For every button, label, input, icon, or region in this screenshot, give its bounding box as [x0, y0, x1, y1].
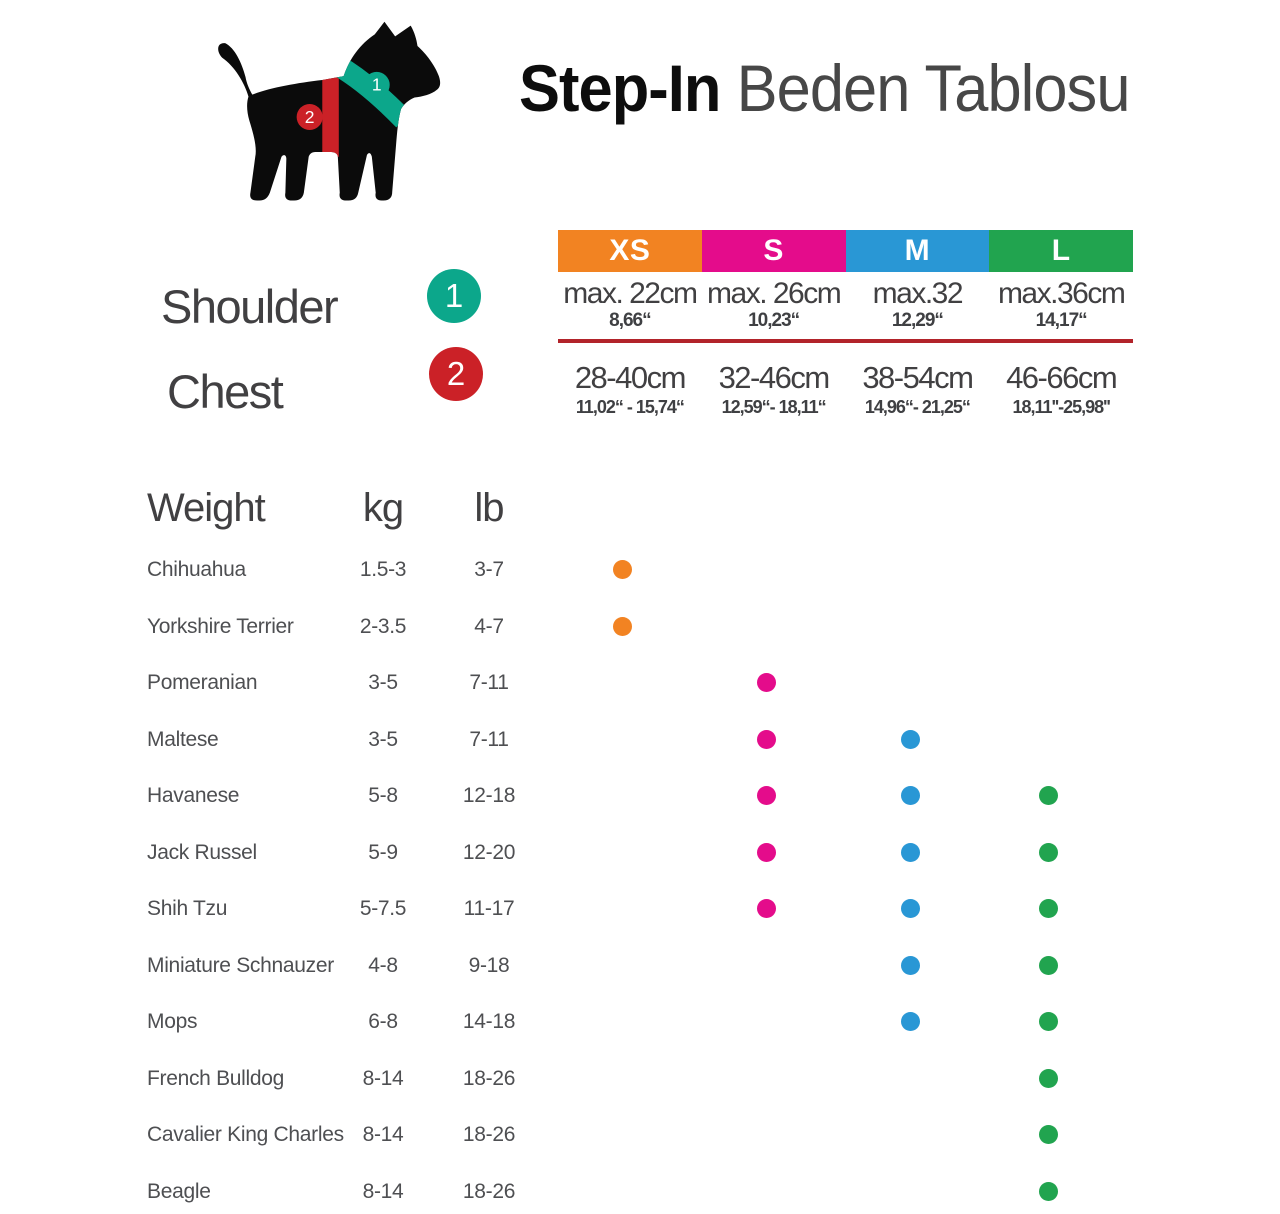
chest-range-in-s: 12,59“- 18,11“: [721, 397, 826, 417]
shoulder-max-cm-s: max. 26cm: [707, 277, 841, 310]
breed-lb: 18-26: [462, 1179, 516, 1203]
size-dot-s: [757, 786, 776, 805]
chest-range-in-m: 14,96“- 21,25“: [864, 397, 970, 417]
size-dot-m: [901, 730, 920, 749]
breed-lb: 14-18: [462, 1010, 516, 1033]
breed-row: [0, 896, 1133, 922]
breed-row: [0, 1066, 1133, 1092]
breed-kg: 4-8: [368, 953, 398, 977]
page-title: [519, 51, 1130, 125]
size-dot-l: [1039, 843, 1058, 862]
breed-name: Mops: [147, 1010, 198, 1033]
size-dot-l: [1039, 1012, 1058, 1031]
breed-name: Cavalier King Charles: [147, 1123, 344, 1146]
breed-lb: 18-26: [462, 1123, 516, 1146]
size-dot-m: [901, 1012, 920, 1031]
breed-lb: 7-11: [469, 727, 509, 751]
chest-range-cm-s: 32-46cm: [718, 360, 829, 395]
breed-kg: 3-5: [368, 727, 398, 751]
chest-range-cm-m: 38-54cm: [862, 360, 973, 395]
breed-name: Jack Russel: [147, 840, 257, 864]
size-header-xs: XS: [558, 230, 702, 272]
breed-row: [0, 953, 1133, 979]
breed-name: Pomeranian: [147, 671, 258, 694]
breed-kg: 5-7.5: [359, 897, 407, 920]
size-dot-l: [1039, 1182, 1058, 1201]
chest-range-cm-l: 46-66cm: [1006, 360, 1117, 395]
size-dot-m: [901, 843, 920, 862]
dog-illustration: [196, 8, 468, 224]
breed-kg: 3-5: [368, 671, 398, 694]
breed-kg: 5-8: [368, 784, 398, 807]
shoulder-cm-row: [558, 278, 1133, 310]
size-dot-m: [901, 899, 920, 918]
breed-lb: 18-26: [462, 1066, 516, 1090]
breed-row: [0, 1009, 1133, 1035]
breed-col-header-lb: lb: [474, 486, 504, 530]
breed-lb: 9-18: [468, 953, 510, 977]
breed-row: [0, 727, 1133, 753]
size-header-l: L: [989, 230, 1133, 272]
size-dot-m: [901, 786, 920, 805]
size-dot-s: [757, 899, 776, 918]
chest-cm-row: [558, 361, 1133, 395]
breed-row: [0, 557, 1133, 583]
chest-band: [322, 69, 339, 156]
shoulder-max-in-xs: 8,66“: [609, 310, 651, 331]
shoulder-inch-row: [558, 310, 1133, 332]
shoulder-max-cm-l: max.36cm: [997, 277, 1125, 310]
size-header-s: S: [702, 230, 846, 272]
shoulder-max-in-m: 12,29“: [891, 310, 943, 331]
breed-kg: 8-14: [362, 1179, 404, 1203]
breed-row: [0, 1179, 1133, 1205]
size-table: [558, 230, 1133, 418]
breed-row: [0, 670, 1133, 696]
size-dot-s: [757, 673, 776, 692]
breed-lb: 4-7: [474, 614, 504, 638]
breed-row: [0, 783, 1133, 809]
shoulder-chest-divider: [558, 339, 1133, 343]
title-subtitle: Beden Tablosu: [736, 51, 1130, 125]
breed-lb: 7-11: [469, 671, 509, 694]
breed-lb: 12-20: [462, 840, 516, 864]
chest-row-label: Chest: [167, 365, 283, 418]
breed-kg: 1.5-3: [359, 558, 407, 581]
chest-range-in-l: 18,11''-25,98'': [1012, 397, 1110, 417]
breed-name: Beagle: [147, 1179, 211, 1203]
breed-row: [0, 1122, 1133, 1148]
shoulder-badge: 1: [427, 269, 481, 323]
breed-row: [0, 614, 1133, 640]
size-code-row: [558, 230, 1133, 272]
size-dot-l: [1039, 1069, 1058, 1088]
dog-badge-1-number: 1: [371, 74, 382, 95]
chest-range-in-xs: 11,02“ - 15,74“: [575, 397, 684, 417]
breed-name: Maltese: [147, 727, 219, 751]
size-header-m: M: [846, 230, 990, 272]
shoulder-max-cm-m: max.32: [872, 277, 963, 310]
breed-kg: 5-9: [368, 840, 398, 864]
size-dot-l: [1039, 956, 1058, 975]
breed-lb: 12-18: [462, 784, 516, 807]
breed-name: Havanese: [147, 784, 240, 807]
breed-name: Shih Tzu: [147, 897, 228, 920]
breed-lb: 3-7: [474, 558, 504, 581]
breed-name: French Bulldog: [147, 1066, 285, 1090]
size-dot-xs: [613, 617, 632, 636]
dog-badge-2-number: 2: [304, 106, 315, 127]
title-product-name: Step-In: [519, 51, 721, 125]
breed-kg: 8-14: [362, 1123, 404, 1146]
shoulder-row-label: Shoulder: [161, 280, 338, 333]
dog-silhouette-svg: [196, 8, 468, 224]
breed-kg: 8-14: [362, 1066, 404, 1090]
breed-kg: 6-8: [368, 1010, 398, 1033]
breed-row: [0, 840, 1133, 866]
size-dot-l: [1039, 1125, 1058, 1144]
shoulder-max-cm-xs: max. 22cm: [563, 277, 697, 310]
breed-lb: 11-17: [463, 897, 515, 920]
chest-badge: 2: [429, 347, 483, 401]
shoulder-max-in-l: 14,17“: [1035, 310, 1087, 331]
chest-range-cm-xs: 28-40cm: [574, 360, 685, 395]
breed-name: Chihuahua: [147, 558, 246, 581]
size-dot-s: [757, 843, 776, 862]
breed-col-header-kg: kg: [362, 486, 404, 530]
size-dot-s: [757, 730, 776, 749]
size-dot-m: [901, 956, 920, 975]
breed-name: Miniature Schnauzer: [147, 953, 334, 977]
chest-inch-row: [558, 396, 1133, 418]
breed-col-header-weight: Weight: [147, 486, 265, 530]
size-dot-l: [1039, 786, 1058, 805]
size-dot-l: [1039, 899, 1058, 918]
shoulder-max-in-s: 10,23“: [748, 310, 800, 331]
breed-kg: 2-3.5: [359, 614, 407, 638]
size-dot-xs: [613, 560, 632, 579]
breed-name: Yorkshire Terrier: [147, 614, 294, 638]
